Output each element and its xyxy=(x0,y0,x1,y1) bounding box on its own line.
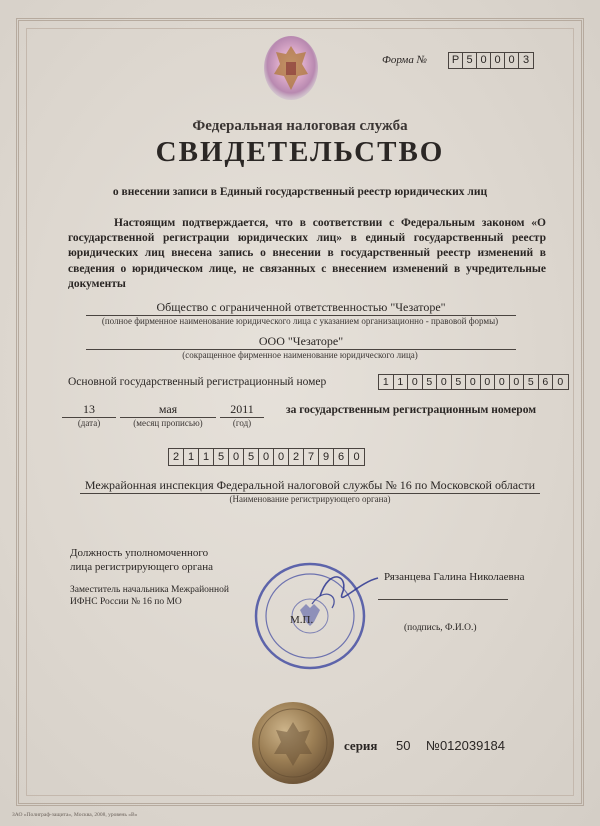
date-year: 2011 xyxy=(220,402,264,418)
position-line-1: Должность уполномоченного xyxy=(70,547,209,559)
forma-label: Форма № xyxy=(382,54,427,66)
series-label: серия xyxy=(344,738,378,753)
ogrn-digit: 1 xyxy=(379,375,394,389)
authority-caption: (Наименование регистрирующего органа) xyxy=(229,494,391,504)
official-round-stamp xyxy=(250,556,394,674)
forma-digit: 0 xyxy=(505,53,519,68)
document-subtitle: о внесении записи в Единый государственный реестр юридических лиц xyxy=(112,186,488,198)
regnum-label: за государственным регистрационным номером xyxy=(286,404,537,416)
certificate-number: №012039184 xyxy=(426,738,506,753)
ogrn-digit: 1 xyxy=(394,375,409,389)
seal-place-label: М.П. xyxy=(290,614,314,626)
date-day: 13 xyxy=(62,402,116,418)
grn-digit: 0 xyxy=(274,449,289,465)
grn-digit: 0 xyxy=(229,449,244,465)
full-name-caption: (полное фирменное наименование юридического лица с указанием организационно - правовой формы) xyxy=(101,316,499,326)
ogrn-digit: 5 xyxy=(524,375,539,389)
date-month: мая xyxy=(120,402,216,418)
forma-number-cells xyxy=(448,52,534,69)
ogrn-cells xyxy=(378,374,569,390)
ogrn-digit: 0 xyxy=(481,375,496,389)
printer-imprint: ЗАО «Полиграф-защита», Москва, 2008, уровень «В» xyxy=(12,812,138,818)
forma-digit: 0 xyxy=(477,53,491,68)
grn-digit: 0 xyxy=(259,449,274,465)
grn-digit: 6 xyxy=(334,449,349,465)
grn-digit: 2 xyxy=(169,449,184,465)
role-line-1: Заместитель начальника Межрайонной xyxy=(70,585,229,595)
month-caption: (месяц прописью) xyxy=(133,418,203,428)
ogrn-digit: 0 xyxy=(466,375,481,389)
role-line-2: ИФНС России № 16 по МО xyxy=(70,597,182,607)
full-company-name: Общество с ограниченной ответственностью "Чезаторе" xyxy=(86,300,516,316)
forma-digit: 5 xyxy=(463,53,477,68)
position-line-2: лица регистрирующего органа xyxy=(70,561,213,573)
registering-authority: Межрайонная инспекция Федеральной налоговой службы № 16 по Московской области xyxy=(80,478,540,494)
confirmation-paragraph: Настоящим подтверждается, что в соответствии с Федеральным законом «О государственной регистрации юридических лиц» в единый государственный реестр юридических лиц внесена запись о внесении в государственный реестр изменений в сведения о юридическом лице, не связанных с внесением изменений в учредительные документы xyxy=(68,217,546,290)
series-value: 50 xyxy=(396,738,411,753)
grn-cells xyxy=(168,448,365,466)
short-company-name: ООО "Чезаторе" xyxy=(86,334,516,350)
grn-digit: 9 xyxy=(319,449,334,465)
ogrn-digit: 5 xyxy=(423,375,438,389)
ogrn-digit: 0 xyxy=(495,375,510,389)
grn-digit: 0 xyxy=(353,451,360,463)
ogrn-digit: 0 xyxy=(510,375,525,389)
day-caption: (дата) xyxy=(77,418,101,428)
ogrn-digit: 0 xyxy=(437,375,452,389)
official-name: Рязанцева Галина Николаевна xyxy=(384,571,525,583)
grn-digit: 5 xyxy=(244,449,259,465)
forma-digit: 3 xyxy=(522,54,530,66)
grn-digit: 1 xyxy=(199,449,214,465)
grn-digit: 5 xyxy=(214,449,229,465)
ogrn-digit: 6 xyxy=(539,375,554,389)
grn-digit: 1 xyxy=(184,449,199,465)
coat-of-arms-hologram xyxy=(262,34,320,102)
year-caption: (год) xyxy=(232,418,252,428)
forma-digit: Р xyxy=(449,53,463,68)
forma-digit: 0 xyxy=(491,53,505,68)
ogrn-label: Основной государственный регистрационный номер xyxy=(68,376,327,388)
grn-digit: 2 xyxy=(289,449,304,465)
issuer-heading: Федеральная налоговая служба xyxy=(192,118,408,134)
grn-digit: 7 xyxy=(304,449,319,465)
signature-line xyxy=(378,599,508,600)
short-name-caption: (сокращенное фирменное наименование юридического лица) xyxy=(182,350,418,360)
ogrn-digit: 5 xyxy=(452,375,467,389)
ogrn-digit: 0 xyxy=(557,376,564,388)
ogrn-digit: 0 xyxy=(408,375,423,389)
signature-caption: (подпись, Ф.И.О.) xyxy=(404,623,477,633)
document-title: СВИДЕТЕЛЬСТВО xyxy=(155,136,445,168)
gold-embossed-seal xyxy=(250,700,336,786)
